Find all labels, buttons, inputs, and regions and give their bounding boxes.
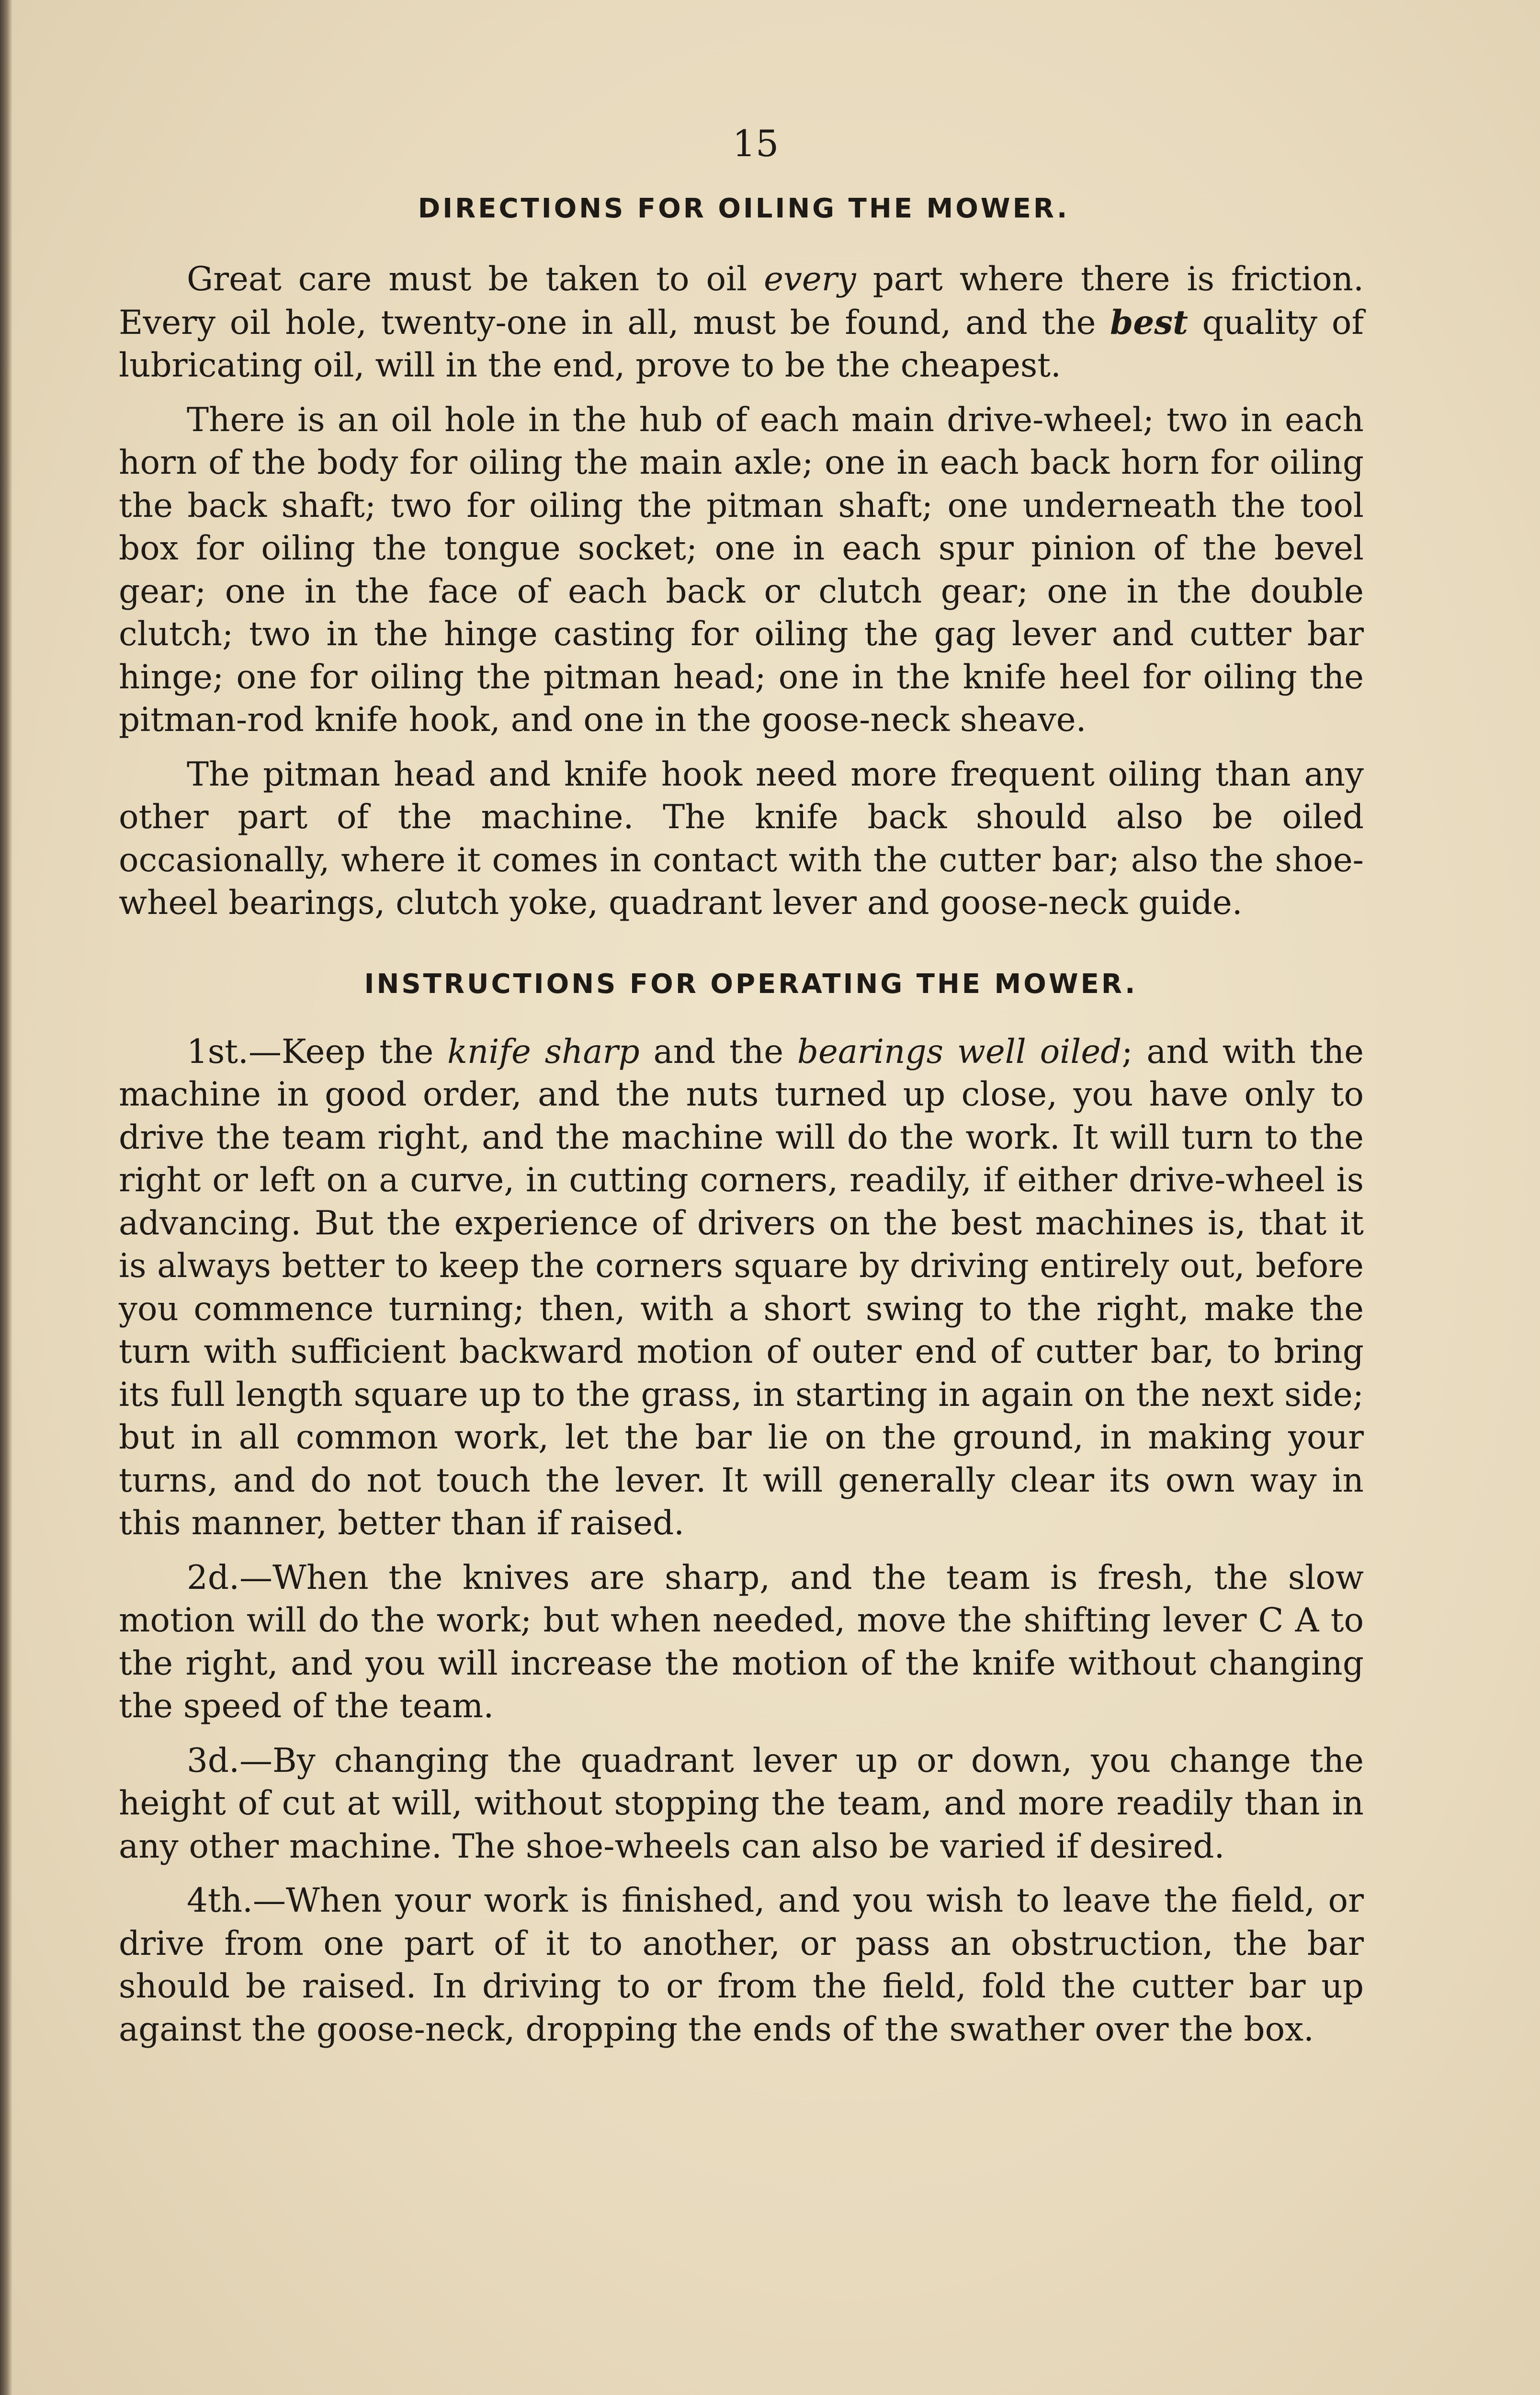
oiling-paragraph-3: The pitman head and knife hook need more frequent oiling than any other part of the machine. The knife back should also be oiled occasionally, where it comes in contact with the cutter bar; also the shoe-wheel bearings, clutch yoke, quadrant lever and goose-neck guide. — [119, 755, 1364, 923]
emphasis-best: best — [1110, 303, 1189, 342]
text-run: ; and with the machine in good order, and the nuts turned up close, you have only to drive the team right, and the machine will do the work. It will turn to the right or left on a curve, in cutting corners, readily, if either drive-wheel is advancing. But the experience of drivers on the best machines is, that it is always better to keep the corners square by driving entirely out, before you commence turning; then, with a short swing to the right, make the turn with sufficient backward motion of outer end of cutter bar, to bring its full length square up to the grass, in starting in again on the next side; but in all common work, let the bar lie on the ground, in making your turns, and do not touch the lever. It will generally clear its own way in this manner, better than if raised. — [119, 1032, 1364, 1543]
oiling-paragraph-1 — [119, 258, 1364, 388]
page-binding-edge — [0, 0, 12, 2395]
oiling-paragraph-2: There is an oil hole in the hub of each main drive-wheel; two in each horn of the body for oiling the main axle; one in each back horn for oiling the back shaft; two for oiling the pitman shaft; one underneath the tool box for oiling the tongue socket; one in each spur pinion of the bevel gear; one in the face of each back or clutch gear; one in the double clutch; two in the hinge casting for oiling the gag lever and cutter bar hinge; one for oiling the pitman head; one in the knife heel for oiling the pitman-rod knife hook, and one in the goose-neck sheave. — [119, 400, 1364, 740]
page-content — [119, 122, 1364, 2063]
operating-paragraph-3d: 3d.—By changing the quadrant lever up or down, you change the height of cut at will, without stopping the team, and more readily than in any other machine. The shoe-wheels can also be varied if desired. — [119, 1741, 1364, 1866]
operating-paragraph-4th: 4th.—When your work is finished, and you wish to leave the field, or drive from one part of it to another, or pass an obstruction, the bar should be raised. In driving to or from the field, fold the cutter bar up against the goose-neck, dropping the ends of the swather over the box. — [119, 1882, 1364, 2049]
text-run: and the — [639, 1032, 797, 1071]
oiling-heading: DIRECTIONS FOR OILING THE MOWER. — [418, 193, 1070, 224]
page-number: 15 — [732, 122, 779, 165]
text-run: quality of lubricating oil, will in the end, prove to be the cheapest. — [119, 303, 1364, 385]
emphasis-bearings-well-oiled: bearings well oiled — [797, 1032, 1122, 1071]
operating-paragraph-1st — [119, 1031, 1364, 1545]
emphasis-knife-sharp: knife sharp — [447, 1032, 640, 1071]
operating-heading: INSTRUCTIONS FOR OPERATING THE MOWER. — [364, 968, 1138, 1000]
text-run: part where there is friction. Every oil hole, twenty-one in all, must be found, and the — [119, 260, 1364, 342]
emphasis-every: every — [764, 260, 856, 299]
text-run: 1st.—Keep the — [187, 1032, 448, 1071]
text-run: Great care must be taken to oil — [187, 260, 764, 299]
operating-paragraph-2d: 2d.—When the knives are sharp, and the team is fresh, the slow motion will do the work; but when needed, move the shifting lever C A to the right, and you will increase the motion of the knife without changing the speed of the team. — [119, 1558, 1364, 1726]
